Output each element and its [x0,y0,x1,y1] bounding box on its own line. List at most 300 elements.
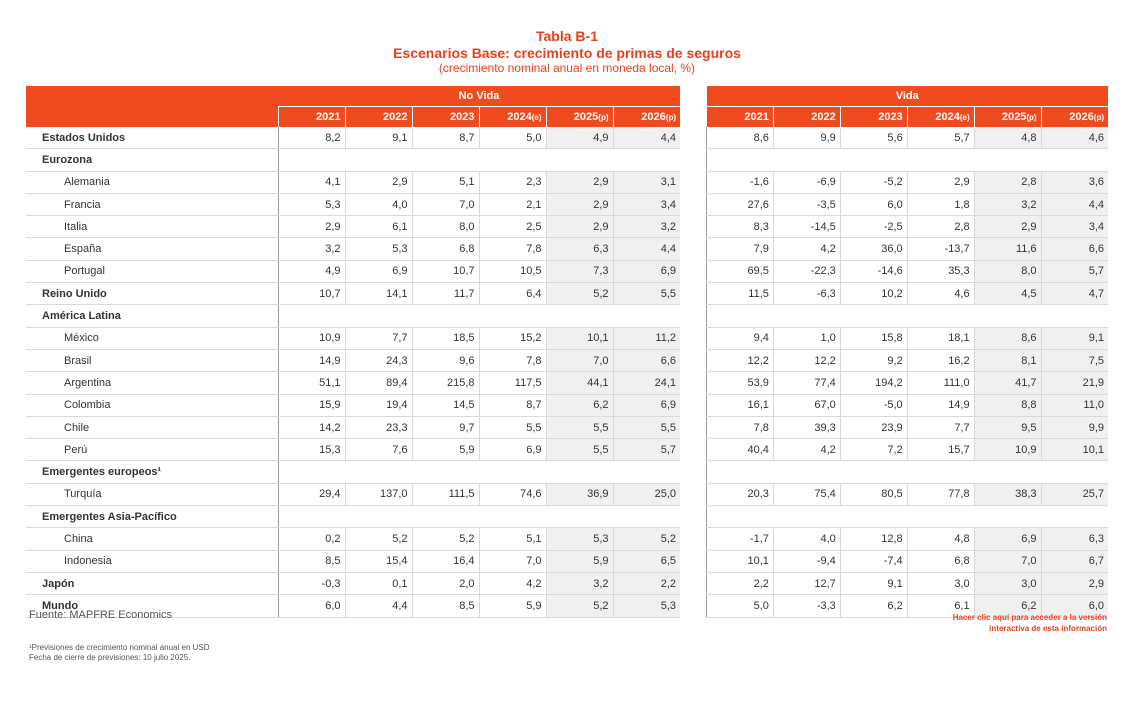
value-cell: 194,2 [840,372,907,394]
value-cell: 9,7 [412,416,479,438]
table-titles [0,28,1134,75]
value-cell: 8,6 [974,327,1041,349]
value-cell: 4,5 [974,283,1041,305]
group-header-v: Vida [707,86,1109,107]
year-header-nv-2023 [412,107,479,128]
value-cell: 5,7 [613,439,680,461]
table-row [26,572,680,594]
value-cell: 10,7 [278,283,345,305]
table-row [707,349,1109,371]
value-cell: 44,1 [546,372,613,394]
value-cell: 4,6 [1041,127,1108,149]
value-cell: 6,7 [1041,550,1108,572]
value-cell: 41,7 [974,372,1041,394]
value-cell: 6,1 [907,595,974,617]
value-cell: 2,9 [278,216,345,238]
value-cell: 16,1 [707,394,774,416]
value-cell: -14,6 [840,260,907,282]
value-cell: 2,9 [974,216,1041,238]
value-cell: 3,6 [1041,171,1108,193]
value-cell: 27,6 [707,193,774,215]
value-cell: 4,2 [479,572,546,594]
section-row [26,506,680,528]
value-cell: 7,0 [412,193,479,215]
value-cell: 15,4 [345,550,412,572]
value-cell: 53,9 [707,372,774,394]
value-cell: 9,4 [707,327,774,349]
value-cell: 8,1 [974,349,1041,371]
value-cell: 4,8 [974,127,1041,149]
value-cell: 12,2 [773,349,840,371]
value-cell: 5,7 [907,127,974,149]
value-cell: 14,9 [907,394,974,416]
table-row [26,550,680,572]
value-cell: 9,2 [840,349,907,371]
table-row [707,238,1109,260]
value-cell: 9,9 [773,127,840,149]
group-header-row [26,86,680,107]
row-label: América Latina [26,305,278,327]
year-label: 2026 [641,111,666,123]
value-cell: 6,2 [840,595,907,617]
value-cell: 7,0 [546,349,613,371]
group-header-nv: No Vida [278,86,680,107]
table-row [26,127,680,149]
table-number: Tabla B-1 [536,28,598,44]
value-cell: -5,0 [840,394,907,416]
value-cell: 5,9 [479,595,546,617]
value-cell: 4,4 [613,127,680,149]
value-cell: 36,0 [840,238,907,260]
row-label: Turquía [26,483,278,505]
value-cell: 9,1 [1041,327,1108,349]
value-cell: 2,5 [479,216,546,238]
row-label: Indonesia [26,550,278,572]
value-cell: 39,3 [773,416,840,438]
value-cell: 5,7 [1041,260,1108,282]
table-row [26,193,680,215]
value-cell: 6,9 [479,439,546,461]
value-cell: 3,2 [278,238,345,260]
value-cell: 77,4 [773,372,840,394]
value-cell: 2,1 [479,193,546,215]
value-cell: 4,9 [278,260,345,282]
value-cell: 11,7 [412,283,479,305]
value-cell: 3,4 [1041,216,1108,238]
value-cell: 9,1 [345,127,412,149]
table-row [26,327,680,349]
table-row [707,327,1109,349]
value-cell: 7,3 [546,260,613,282]
value-cell: 21,9 [1041,372,1108,394]
value-cell: 215,8 [412,372,479,394]
value-cell: 111,5 [412,483,479,505]
value-cell: 15,9 [278,394,345,416]
value-cell: 40,4 [707,439,774,461]
value-cell: 1,8 [907,193,974,215]
section-row [707,506,1109,528]
value-cell: 51,1 [278,372,345,394]
value-cell: 25,0 [613,483,680,505]
value-cell: 5,6 [840,127,907,149]
table-row [26,171,680,193]
row-label: Argentina [26,372,278,394]
value-cell: 5,5 [613,283,680,305]
value-cell: 3,2 [974,193,1041,215]
value-cell: 6,6 [1041,238,1108,260]
value-cell: 4,0 [773,528,840,550]
value-cell: 89,4 [345,372,412,394]
value-cell: 4,9 [546,127,613,149]
year-suffix: (p) [598,113,609,122]
footnote-usd: ¹Previsiones de crecimiento nominal anual en USD [29,643,210,652]
value-cell: 11,5 [707,283,774,305]
interactive-version-link[interactable] [953,612,1107,634]
table-row [26,394,680,416]
value-cell: 2,9 [345,171,412,193]
value-cell: 25,7 [1041,483,1108,505]
value-cell: 10,2 [840,283,907,305]
value-cell: -7,4 [840,550,907,572]
table-row [707,283,1109,305]
value-cell: 10,1 [1041,439,1108,461]
value-cell: 16,2 [907,349,974,371]
year-label: 2024 [507,111,532,123]
year-header-v-2023 [840,107,907,128]
value-cell: 11,2 [613,327,680,349]
year-suffix: (p) [665,113,676,122]
value-cell: 5,5 [613,416,680,438]
value-cell: 4,4 [1041,193,1108,215]
value-cell: -22,3 [773,260,840,282]
section-filler [278,461,680,483]
table-row [26,372,680,394]
table-row [707,216,1109,238]
table-row [707,394,1109,416]
value-cell: 7,6 [345,439,412,461]
value-cell: -2,5 [840,216,907,238]
section-filler [707,149,1109,171]
value-cell: 5,3 [278,193,345,215]
value-cell: 24,3 [345,349,412,371]
value-cell: 3,2 [546,572,613,594]
year-suffix: (e) [531,113,542,122]
value-cell: 3,0 [974,572,1041,594]
value-cell: 6,6 [613,349,680,371]
section-row [707,461,1109,483]
row-label: Emergentes europeos¹ [26,461,278,483]
value-cell: 5,9 [546,550,613,572]
value-cell: 5,5 [546,416,613,438]
row-label: Eurozona [26,149,278,171]
year-header-nv-2021 [278,107,345,128]
value-cell: 6,0 [840,193,907,215]
table-row [26,349,680,371]
value-cell: 5,3 [546,528,613,550]
value-cell: 11,0 [1041,394,1108,416]
value-cell: 4,4 [613,238,680,260]
value-cell: 8,8 [974,394,1041,416]
value-cell: 5,2 [345,528,412,550]
value-cell: 6,8 [907,550,974,572]
value-cell: 1,0 [773,327,840,349]
value-cell: 4,6 [907,283,974,305]
value-cell: 2,9 [546,171,613,193]
value-cell: 5,5 [479,416,546,438]
footnote-date: Fecha de cierre de previsiones: 10 julio 2025. [29,653,191,662]
value-cell: 6,9 [613,394,680,416]
value-cell: 7,0 [974,550,1041,572]
value-cell: 2,8 [907,216,974,238]
value-cell: 4,7 [1041,283,1108,305]
value-cell: 6,3 [1041,528,1108,550]
value-cell: 5,2 [613,528,680,550]
value-cell: 77,8 [907,483,974,505]
value-cell: 14,5 [412,394,479,416]
value-cell: 6,9 [974,528,1041,550]
value-cell: 29,4 [278,483,345,505]
value-cell: 4,1 [278,171,345,193]
value-cell: 5,3 [345,238,412,260]
table-caption: (crecimiento nominal anual en moneda local, %) [438,61,696,75]
value-cell: 2,9 [907,171,974,193]
value-cell: 6,2 [974,595,1041,617]
row-label: Francia [26,193,278,215]
section-row [26,461,680,483]
value-cell: 69,5 [707,260,774,282]
value-cell: 137,0 [345,483,412,505]
value-cell: 5,2 [546,283,613,305]
value-cell: 5,3 [613,595,680,617]
table-row [707,483,1109,505]
value-cell: 4,4 [345,595,412,617]
section-filler [707,305,1109,327]
value-cell: 9,6 [412,349,479,371]
year-header-nv-2025 [546,107,613,128]
value-cell: 7,8 [479,238,546,260]
value-cell: 5,9 [412,439,479,461]
value-cell: 15,7 [907,439,974,461]
table-row [26,528,680,550]
year-label: 2025 [573,111,599,123]
value-cell: 9,1 [840,572,907,594]
value-cell: 5,1 [412,171,479,193]
value-cell: 10,9 [278,327,345,349]
value-cell: 7,8 [707,416,774,438]
value-cell: 5,5 [546,439,613,461]
value-cell: 35,3 [907,260,974,282]
value-cell: 10,1 [546,327,613,349]
value-cell: 12,7 [773,572,840,594]
value-cell: 6,3 [546,238,613,260]
value-cell: 11,6 [974,238,1041,260]
value-cell: 6,0 [1041,595,1108,617]
row-label: Reino Unido [26,283,278,305]
value-cell: 14,2 [278,416,345,438]
row-label: Colombia [26,394,278,416]
value-cell: 7,5 [1041,349,1108,371]
section-filler [707,461,1109,483]
value-cell: 38,3 [974,483,1041,505]
row-label: Chile [26,416,278,438]
value-cell: 7,7 [907,416,974,438]
table-row [707,439,1109,461]
value-cell: 5,2 [546,595,613,617]
table-row [26,439,680,461]
value-cell: 7,7 [345,327,412,349]
value-cell: 2,2 [613,572,680,594]
year-label: 2021 [744,111,769,123]
value-cell: 8,7 [412,127,479,149]
value-cell: 10,1 [707,550,774,572]
table-row [707,171,1109,193]
year-header-v-2024 [907,107,974,128]
year-header-v-2022 [773,107,840,128]
year-label: 2026 [1069,111,1094,123]
value-cell: 0,1 [345,572,412,594]
value-cell: 18,5 [412,327,479,349]
value-cell: 8,2 [278,127,345,149]
value-cell: 6,9 [345,260,412,282]
value-cell: 67,0 [773,394,840,416]
section-row [26,149,680,171]
value-cell: 16,4 [412,550,479,572]
row-label: Japón [26,572,278,594]
row-label: Mundo [26,595,278,617]
no-vida-table [26,86,680,618]
value-cell: -3,3 [773,595,840,617]
value-cell: 10,5 [479,260,546,282]
value-cell: -3,5 [773,193,840,215]
value-cell: -6,3 [773,283,840,305]
section-filler [278,305,680,327]
value-cell: 7,2 [840,439,907,461]
value-cell: -13,7 [907,238,974,260]
value-cell: 12,2 [707,349,774,371]
value-cell: 20,3 [707,483,774,505]
year-label: 2023 [878,111,903,123]
value-cell: 2,9 [1041,572,1108,594]
value-cell: -1,7 [707,528,774,550]
value-cell: 14,1 [345,283,412,305]
year-label: 2022 [383,111,408,123]
value-cell: 15,2 [479,327,546,349]
year-label: 2021 [316,111,341,123]
year-label: 2022 [811,111,836,123]
year-label: 2023 [450,111,475,123]
row-label: Brasil [26,349,278,371]
value-cell: 75,4 [773,483,840,505]
value-cell: 5,0 [707,595,774,617]
value-cell: 10,7 [412,260,479,282]
year-suffix: (p) [1093,113,1104,122]
value-cell: 2,3 [479,171,546,193]
value-cell: 14,9 [278,349,345,371]
value-cell: 8,3 [707,216,774,238]
value-cell: -6,9 [773,171,840,193]
value-cell: 12,8 [840,528,907,550]
value-cell: 74,6 [479,483,546,505]
value-cell: 111,0 [907,372,974,394]
value-cell: 2,9 [546,216,613,238]
value-cell: 6,8 [412,238,479,260]
section-filler [278,149,680,171]
value-cell: 5,2 [412,528,479,550]
value-cell: 3,1 [613,171,680,193]
year-label: 2025 [1001,111,1027,123]
value-cell: 3,2 [613,216,680,238]
value-cell: 0,2 [278,528,345,550]
table-row [26,260,680,282]
value-cell: 23,9 [840,416,907,438]
value-cell: 7,9 [707,238,774,260]
value-cell: 6,1 [345,216,412,238]
row-label: Alemania [26,171,278,193]
section-row [707,305,1109,327]
value-cell: 5,0 [479,127,546,149]
year-header-nv-2022 [345,107,412,128]
value-cell: 6,4 [479,283,546,305]
value-cell: 15,3 [278,439,345,461]
year-header-v-2026 [1041,107,1108,128]
table-row [26,238,680,260]
table-row [707,193,1109,215]
table-row [707,528,1109,550]
source-note: Fuente: MAPFRE Economics [29,609,173,621]
value-cell: 24,1 [613,372,680,394]
value-cell: 18,1 [907,327,974,349]
value-cell: 8,0 [412,216,479,238]
value-cell: -9,4 [773,550,840,572]
table-row [26,483,680,505]
vida-table [706,86,1108,618]
year-header-nv-2024 [479,107,546,128]
section-filler [707,506,1109,528]
value-cell: 10,9 [974,439,1041,461]
value-cell: 4,2 [773,238,840,260]
value-cell: 4,2 [773,439,840,461]
row-label: Italia [26,216,278,238]
value-cell: 6,2 [546,394,613,416]
year-header-v-2025 [974,107,1041,128]
value-cell: 8,6 [707,127,774,149]
year-header-v-2021 [707,107,774,128]
year-suffix: (p) [1026,113,1037,122]
value-cell: 2,9 [546,193,613,215]
value-cell: 6,0 [278,595,345,617]
table-row [707,572,1109,594]
table-row [707,127,1109,149]
group-header-row [707,86,1109,107]
value-cell: 3,0 [907,572,974,594]
value-cell: 19,4 [345,394,412,416]
value-cell: -0,3 [278,572,345,594]
row-label: México [26,327,278,349]
value-cell: -5,2 [840,171,907,193]
value-cell: 3,4 [613,193,680,215]
value-cell: -14,5 [773,216,840,238]
row-label: Perú [26,439,278,461]
value-cell: 8,7 [479,394,546,416]
section-row [26,305,680,327]
table-row [26,283,680,305]
value-cell: 117,5 [479,372,546,394]
value-cell: 8,5 [412,595,479,617]
value-cell: 4,8 [907,528,974,550]
value-cell: 2,8 [974,171,1041,193]
link-line-2: interactiva de esta información [989,624,1107,633]
table-row [707,260,1109,282]
